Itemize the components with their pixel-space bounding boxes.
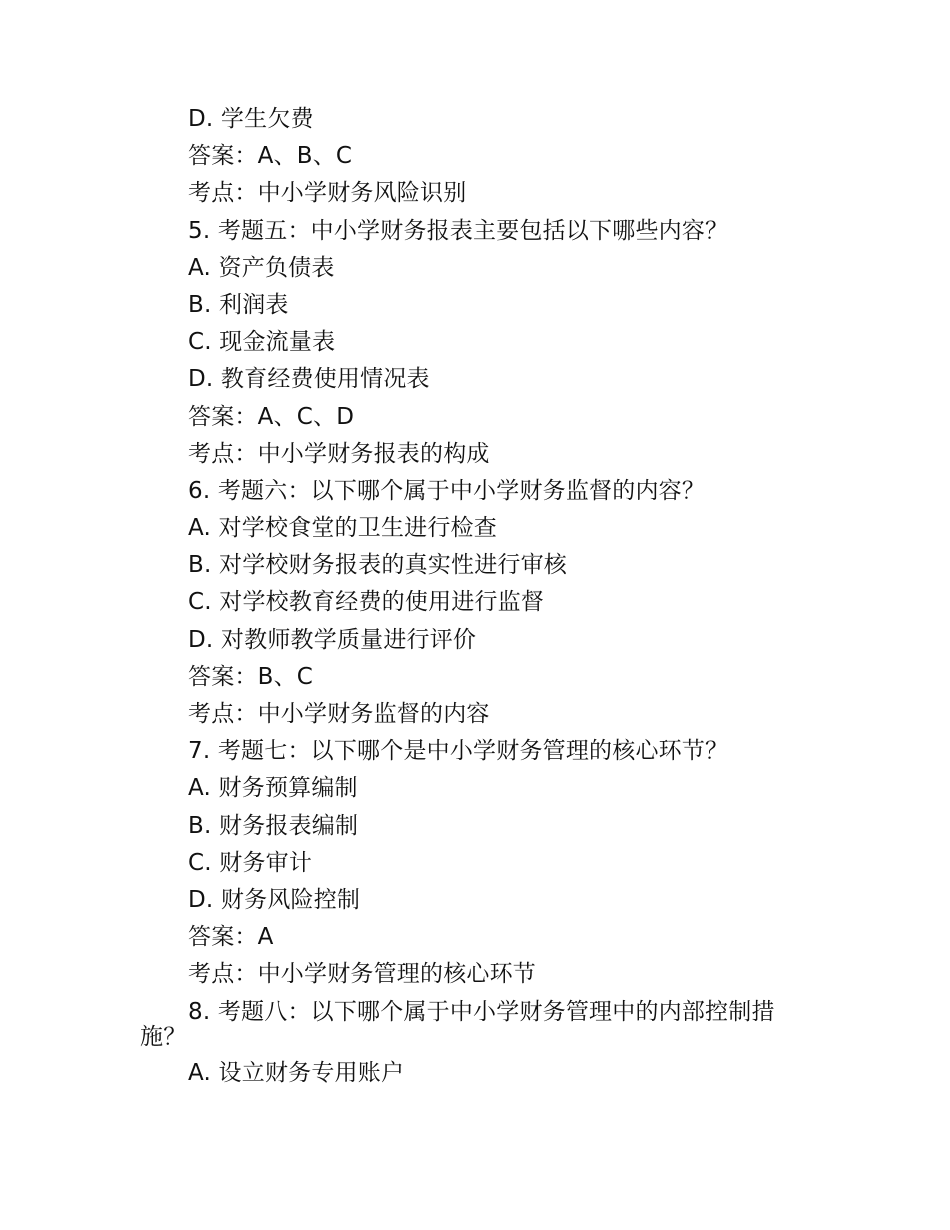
- option-b-line: B. 对学校财务报表的真实性进行审核: [188, 552, 568, 579]
- option-d-line: D. 对教师教学质量进行评价: [188, 626, 477, 653]
- option-d-line: D. 学生欠费: [188, 106, 314, 132]
- question-lines: [188, 101, 828, 994]
- option-a-line: A. 资产负债表: [188, 254, 335, 281]
- option-c-line: C. 对学校教育经费的使用进行监督: [188, 589, 545, 616]
- answer-line: 答案：B、C: [188, 663, 314, 690]
- question-5: 5. 考题五：中小学财务报表主要包括以下哪些内容？: [188, 217, 729, 244]
- option-a-line: A. 财务预算编制: [188, 775, 358, 802]
- option-d-line: D. 财务风险控制: [188, 886, 361, 913]
- option-a-line: A. 设立财务专用账户: [188, 1060, 405, 1086]
- topic-line: 考点：中小学财务风险识别: [188, 180, 467, 207]
- topic-line: 考点：中小学财务报表的构成: [188, 440, 490, 467]
- topic-line: 考点：中小学财务管理的核心环节: [188, 961, 536, 988]
- answer-line: 答案：A、C、D: [188, 403, 355, 430]
- question-8: 8. 考题八：以下哪个属于中小学财务管理中的内部控制措施？: [140, 999, 775, 1050]
- answer-line: 答案：A: [188, 924, 274, 951]
- option-a-line: A. 对学校食堂的卫生进行检查: [188, 515, 497, 542]
- question-6: 6. 考题六：以下哪个属于中小学财务监督的内容？: [188, 477, 706, 504]
- option-d-line: D. 教育经费使用情况表: [188, 366, 430, 393]
- topic-line: 考点：中小学财务监督的内容: [188, 701, 490, 727]
- question-7: 7. 考题七：以下哪个是中小学财务管理的核心环节？: [188, 738, 729, 765]
- option-b-line: B. 财务报表编制: [188, 812, 359, 839]
- option-c-line: C. 现金流量表: [188, 329, 336, 356]
- option-c-line: C. 财务审计: [188, 849, 313, 876]
- option-b-line: B. 利润表: [188, 291, 289, 318]
- answer-line: 答案：A、B、C: [188, 143, 353, 170]
